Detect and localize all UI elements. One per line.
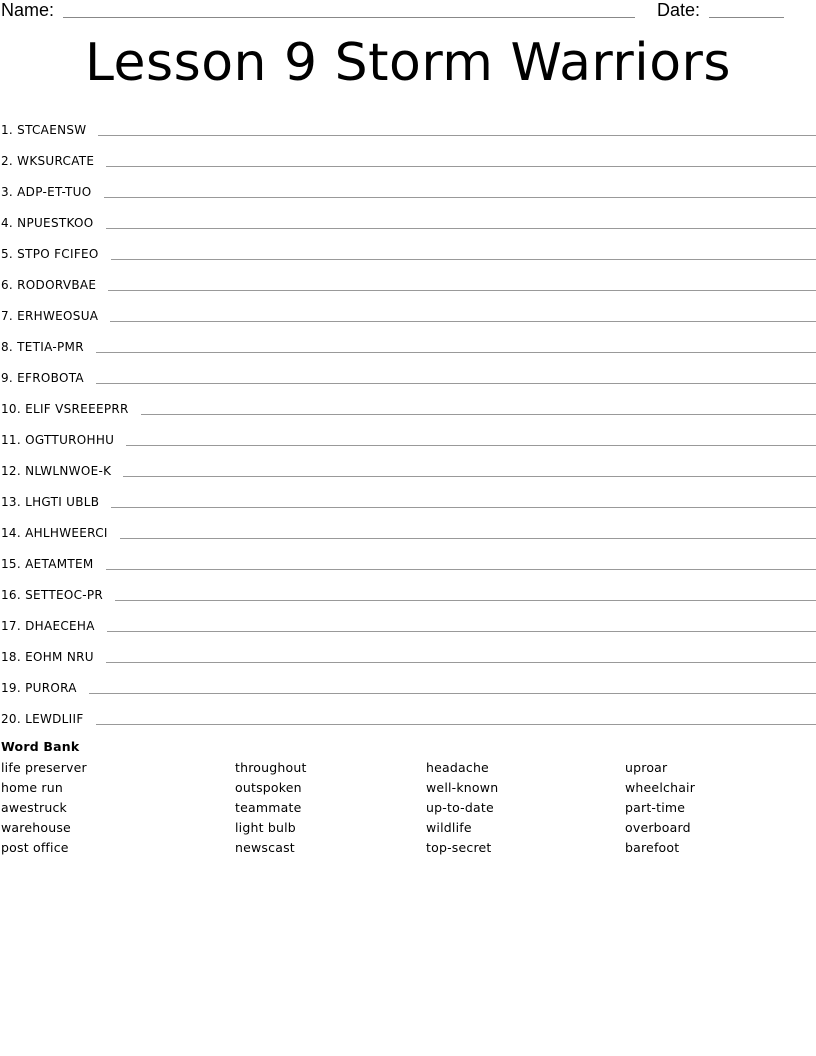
question-row (0, 234, 816, 265)
scrambled-word: 11. OGTTUROHHU (1, 433, 115, 447)
word-bank-item: outspoken (235, 780, 302, 795)
question-row (0, 544, 816, 575)
question-row (0, 265, 816, 296)
word-bank-item: throughout (235, 760, 307, 775)
page-title: Lesson 9 Storm Warriors (84, 33, 732, 93)
word-bank-column (235, 759, 307, 859)
name-label: Name: (1, 0, 55, 20)
word-bank-item: well-known (426, 780, 499, 795)
answer-line[interactable] (115, 600, 816, 601)
word-bank-item: warehouse (1, 820, 71, 835)
date-label: Date: (657, 0, 701, 20)
scrambled-word: 5. STPO FCIFEO (1, 247, 99, 261)
scrambled-word: 15. AETAMTEM (1, 557, 94, 571)
scrambled-word: 17. DHAECEHA (1, 619, 95, 633)
answer-line[interactable] (126, 445, 816, 446)
scrambled-word: 12. NLWLNWOE-K (1, 464, 112, 478)
answer-line[interactable] (96, 383, 816, 384)
question-row (0, 327, 816, 358)
question-row (0, 389, 816, 420)
answer-line[interactable] (123, 476, 816, 477)
word-bank-item: wildlife (426, 820, 472, 835)
question-row (0, 141, 816, 172)
answer-line[interactable] (111, 259, 816, 260)
answer-line[interactable] (141, 414, 816, 415)
word-bank-column (625, 759, 695, 859)
word-bank-item: wheelchair (625, 780, 696, 795)
answer-line[interactable] (108, 290, 816, 291)
question-list (0, 110, 816, 730)
word-bank-title: Word Bank (1, 739, 80, 754)
scrambled-word: 1. STCAENSW (1, 123, 87, 137)
word-bank-item: life preserver (1, 760, 87, 775)
scrambled-word: 9. EFROBOTA (1, 371, 84, 385)
question-row (0, 420, 816, 451)
word-bank-item: top-secret (426, 840, 492, 855)
word-bank-column (426, 759, 498, 859)
answer-line[interactable] (89, 693, 816, 694)
answer-line[interactable] (96, 352, 816, 353)
question-row (0, 451, 816, 482)
word-bank-item: home run (1, 780, 63, 795)
answer-line[interactable] (107, 631, 816, 632)
answer-line[interactable] (106, 228, 816, 229)
scrambled-word: 10. ELIF VSREEEPRR (1, 402, 129, 416)
date-answer-line[interactable] (709, 17, 784, 18)
answer-line[interactable] (111, 507, 816, 508)
question-row (0, 172, 816, 203)
word-bank-item: newscast (235, 840, 295, 855)
answer-line[interactable] (104, 197, 816, 198)
scrambled-word: 4. NPUESTKOO (1, 216, 94, 230)
scrambled-word: 13. LHGTI UBLB (1, 495, 100, 509)
word-bank-item: overboard (625, 820, 691, 835)
scrambled-word: 2. WKSURCATE (1, 154, 95, 168)
answer-line[interactable] (106, 662, 816, 663)
answer-line[interactable] (110, 321, 816, 322)
word-bank-item: part-time (625, 800, 686, 815)
answer-line[interactable] (106, 166, 816, 167)
scrambled-word: 18. EOHM NRU (1, 650, 94, 664)
scrambled-word: 19. PURORA (1, 681, 77, 695)
word-bank-item: post office (1, 840, 69, 855)
question-row (0, 513, 816, 544)
word-bank-item: teammate (235, 800, 302, 815)
scrambled-word: 7. ERHWEOSUA (1, 309, 99, 323)
question-row (0, 575, 816, 606)
question-row (0, 358, 816, 389)
scrambled-word: 20. LEWDLIIF (1, 712, 84, 726)
scrambled-word: 8. TETIA-PMR (1, 340, 84, 354)
answer-line[interactable] (98, 135, 816, 136)
answer-line[interactable] (96, 724, 816, 725)
scrambled-word: 16. SETTEOC-PR (1, 588, 104, 602)
question-row (0, 668, 816, 699)
question-row (0, 296, 816, 327)
word-bank-item: awestruck (1, 800, 67, 815)
scrambled-word: 6. RODORVBAE (1, 278, 97, 292)
header (0, 0, 816, 22)
scrambled-word: 14. AHLHWEERCI (1, 526, 108, 540)
question-row (0, 482, 816, 513)
question-row (0, 637, 816, 668)
word-bank-item: uproar (625, 760, 668, 775)
question-row (0, 699, 816, 730)
word-bank-column (1, 759, 87, 859)
word-bank-item: light bulb (235, 820, 296, 835)
question-row (0, 110, 816, 141)
answer-line[interactable] (120, 538, 816, 539)
word-bank-item: headache (426, 760, 489, 775)
scrambled-word: 3. ADP-ET-TUO (1, 185, 92, 199)
name-answer-line[interactable] (63, 17, 635, 18)
answer-line[interactable] (106, 569, 816, 570)
question-row (0, 606, 816, 637)
question-row (0, 203, 816, 234)
word-bank-item: up-to-date (426, 800, 494, 815)
word-bank-item: barefoot (625, 840, 680, 855)
